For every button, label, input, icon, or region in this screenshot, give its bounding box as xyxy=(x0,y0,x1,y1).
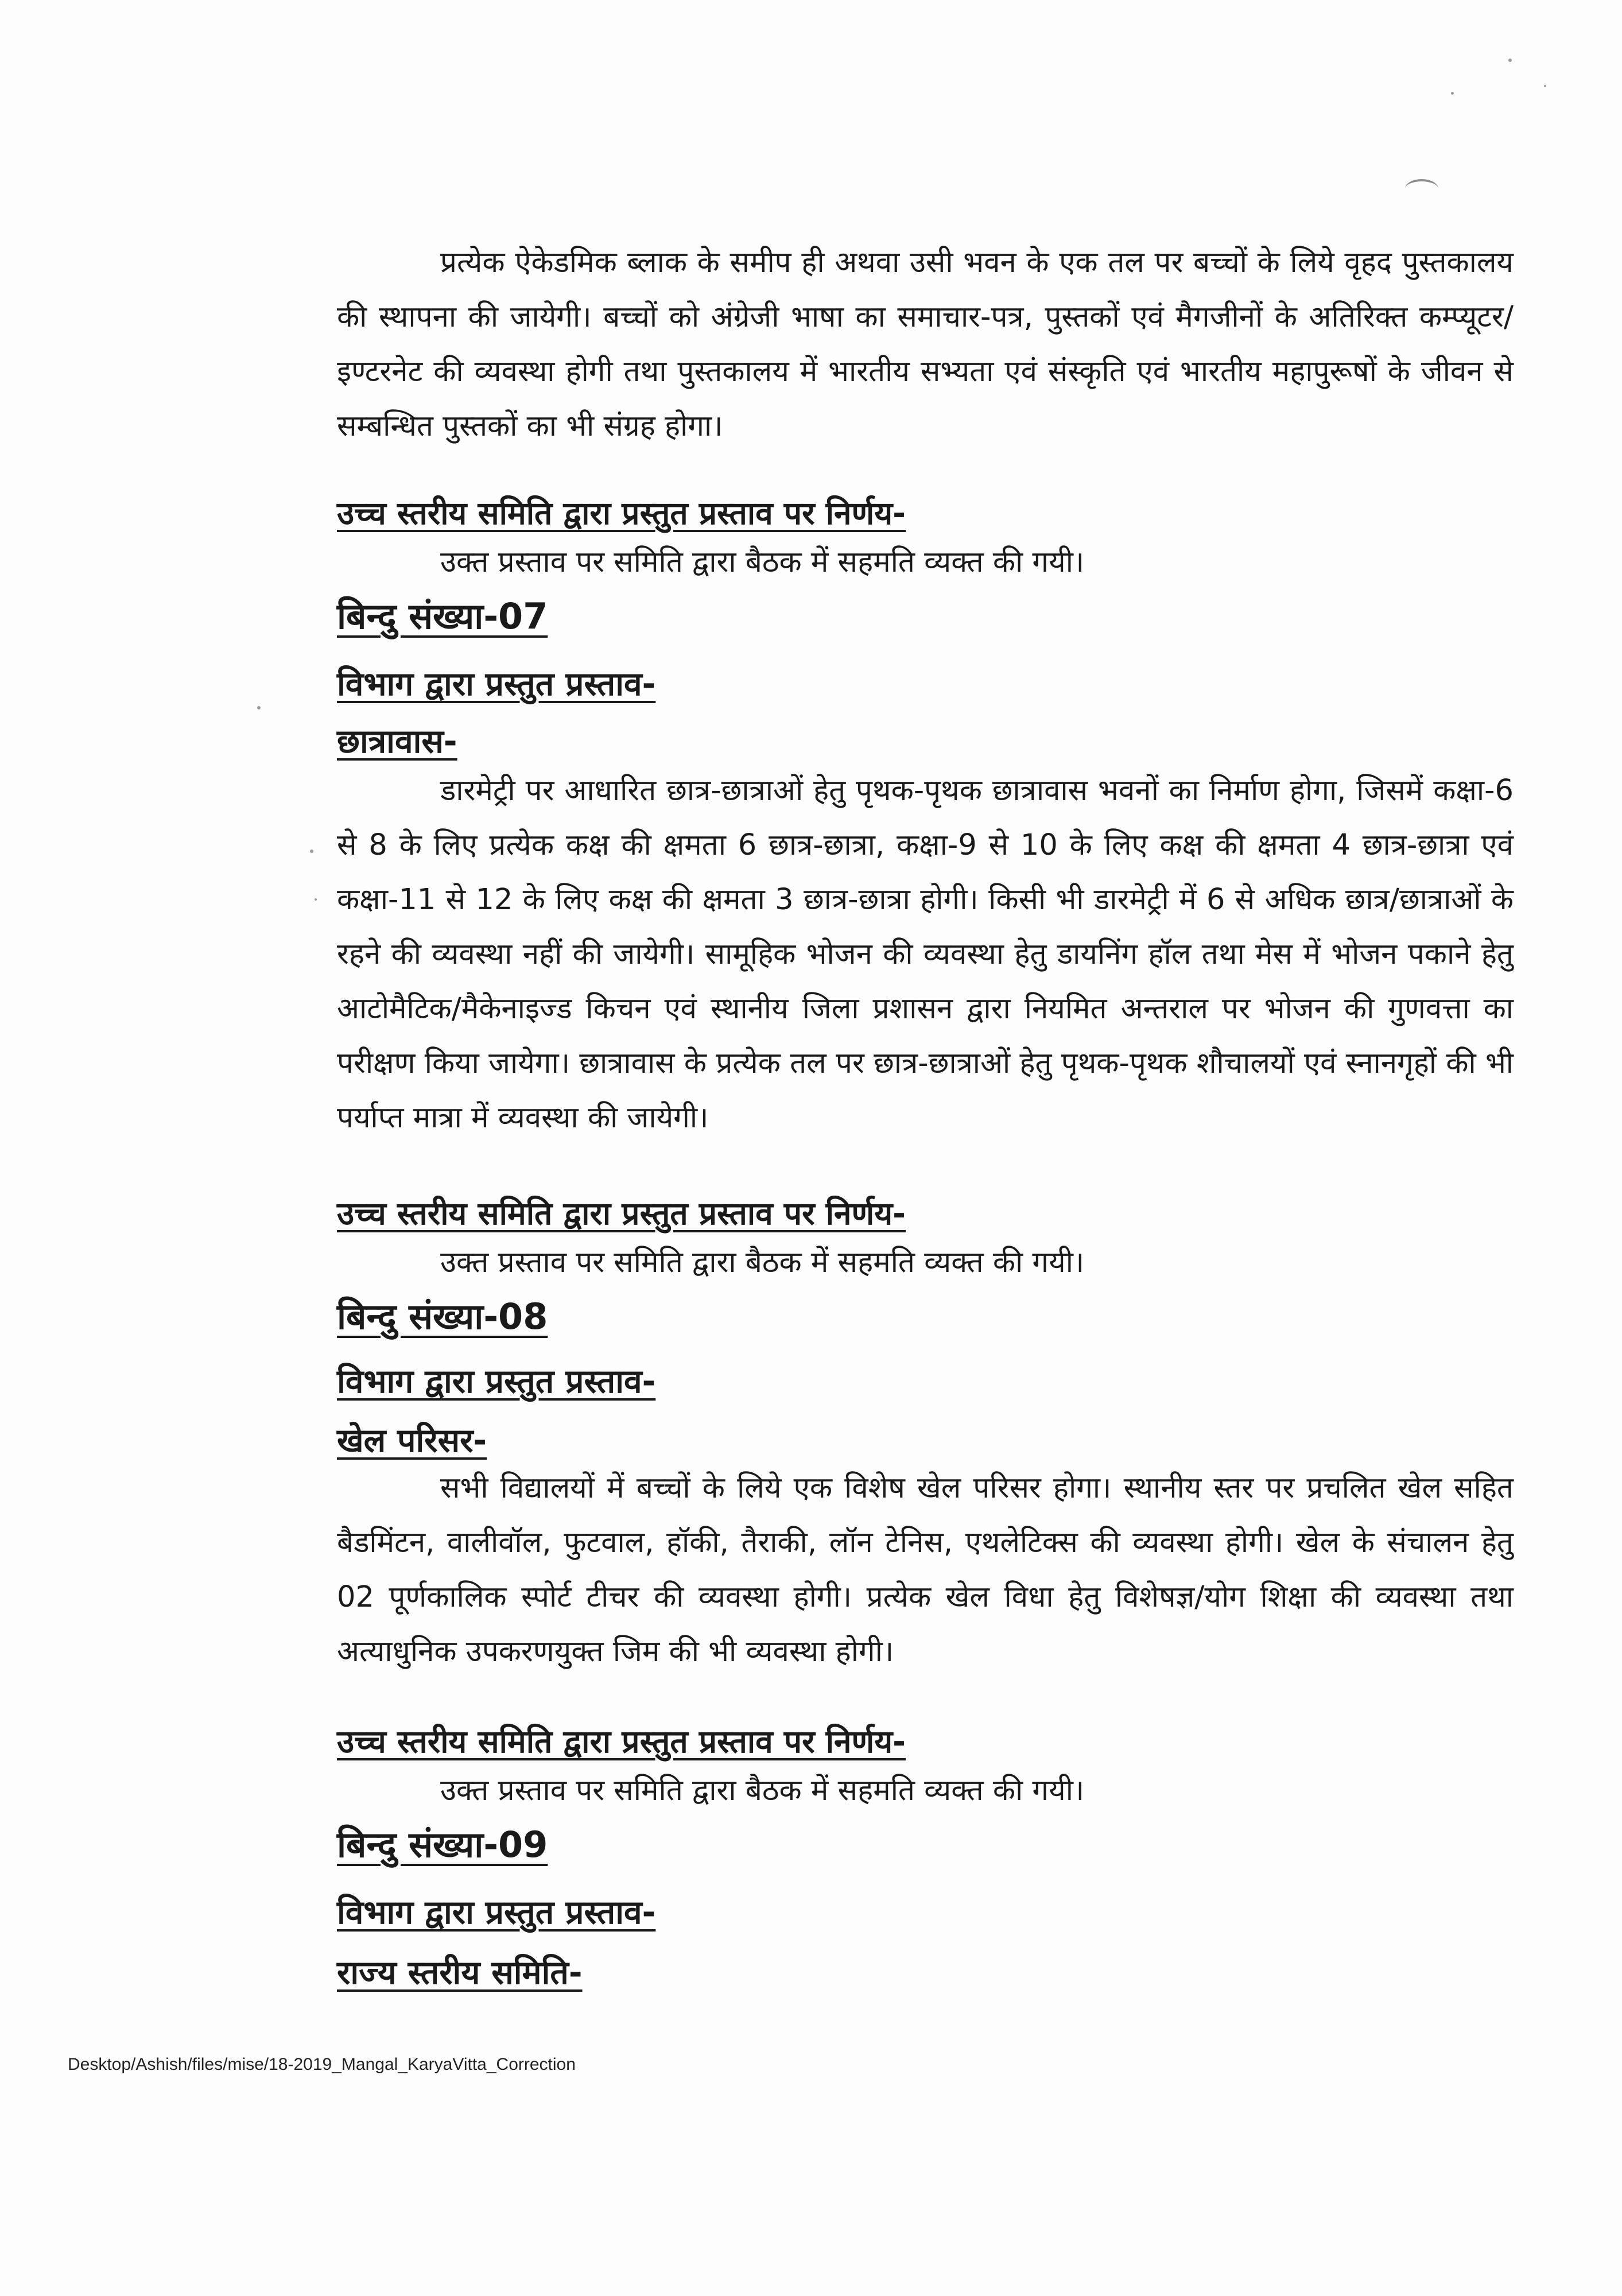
footer-file-path: Desktop/Ashish/files/mise/18-2019_Mangal_KaryaVitta_Correction xyxy=(68,2055,576,2074)
scan-speck xyxy=(257,706,261,709)
scan-speck xyxy=(310,850,313,853)
point-07-heading: बिन्दु संख्या-07 xyxy=(337,595,548,637)
scan-speck xyxy=(1451,92,1454,95)
scan-speck xyxy=(315,898,317,901)
point-09-subject: राज्य स्तरीय समिति- xyxy=(337,1954,583,1992)
library-paragraph: प्रत्येक ऐकेडमिक ब्लाक के समीप ही अथवा उसी भवन के एक तल पर बच्चों के लिये वृहद पुस्तकालय की स्थापना की जायेगी। बच्चों को अंग्रेजी भाषा का समाचार-पत्र, पुस्तकों एवं मैगजीनों के अतिरिक्त कम्प्यूटर/इण्टरनेट की व्यवस्था होगी तथा पुस्तकालय में भारतीय सभ्यता एवं संस्कृति एवं भारतीय महापुरूषों के जीवन से सम्बन्धित पुस्तकों का भी संग्रह होगा। xyxy=(337,246,1514,443)
point-09-heading: बिन्दु संख्या-09 xyxy=(337,1824,548,1865)
point-08-heading: बिन्दु संख्या-08 xyxy=(337,1296,548,1337)
point-07-body: डारमेट्री पर आधारित छात्र-छात्राओं हेतु पृथक-पृथक छात्रावास भवनों का निर्माण होगा, जिसमें कक्षा-6 से 8 के लिए प्रत्येक कक्ष की क्षमता 6 छात्र-छात्रा, कक्षा-9 से 10 के लिए कक्ष की क्षमता 4 छात्र-छात्रा एवं कक्षा-11 से 12 के लिए कक्ष की क्षमता 3 छात्र-छात्रा होगी। किसी भी डारमेट्री में 6 से अधिक छात्र/छात्राओं के रहने की व्यवस्था नहीं की जायेगी। सामूहिक भोजन की व्यवस्था हेतु डायनिंग हॉल तथा मेस में भोजन पकाने हेतु आटोमैटिक/मैकेनाइज्ड किचन एवं स्थानीय जिला प्रशासन द्वारा नियमित अन्तराल पर भोजन की गुणवत्ता का परीक्षण किया जायेगा। छात्रावास के प्रत्येक तल पर छात्र-छात्राओं हेतु पृथक-पृथक शौचालयों एवं स्नानगृहों की भी पर्याप्त मात्रा में व्यवस्था की जायेगी। xyxy=(337,774,1514,1135)
intro-decision-heading: उच्च स्तरीय समिति द्वारा प्रस्तुत प्रस्ताव पर निर्णय- xyxy=(337,495,906,532)
scan-speck xyxy=(1508,59,1512,62)
point-08-subject: खेल परिसर- xyxy=(337,1422,487,1460)
scan-corner-mark xyxy=(1405,179,1438,199)
point-08-decision-heading: उच्च स्तरीय समिति द्वारा प्रस्तुत प्रस्ताव पर निर्णय- xyxy=(337,1723,906,1760)
point-07-decision-text: उक्त प्रस्ताव पर समिति द्वारा बैठक में सहमति व्यक्त की गयी। xyxy=(440,1246,1085,1279)
point-09-proposal-heading: विभाग द्वारा प्रस्तुत प्रस्ताव- xyxy=(337,1894,656,1932)
point-07-proposal-heading: विभाग द्वारा प्रस्तुत प्रस्ताव- xyxy=(337,665,656,703)
intro-decision-text: उक्त प्रस्ताव पर समिति द्वारा बैठक में सहमति व्यक्त की गयी। xyxy=(440,545,1085,579)
scan-speck xyxy=(1544,85,1546,87)
point-07-subject: छात्रावास- xyxy=(337,723,457,761)
point-07-decision-heading: उच्च स्तरीय समिति द्वारा प्रस्तुत प्रस्ताव पर निर्णय- xyxy=(337,1195,906,1232)
point-08-proposal-heading: विभाग द्वारा प्रस्तुत प्रस्ताव- xyxy=(337,1363,656,1401)
point-08-decision-text: उक्त प्रस्ताव पर समिति द्वारा बैठक में सहमति व्यक्त की गयी। xyxy=(440,1774,1085,1808)
point-08-body: सभी विद्यालयों में बच्चों के लिये एक विशेष खेल परिसर होगा। स्थानीय स्तर पर प्रचलित खेल सहित बैडमिंटन, वालीवॉल, फुटवाल, हॉकी, तैराकी, लॉन टेनिस, एथलेटिक्स की व्यवस्था होगी। खेल के संचालन हेतु 02 पूर्णकालिक स्पोर्ट टीचर की व्यवस्था होगी। प्रत्येक खेल विधा हेतु विशेषज्ञ/योग शिक्षा की व्यवस्था तथा अत्याधुनिक उपकरणयुक्त जिम की भी व्यवस्था होगी। xyxy=(337,1471,1514,1669)
